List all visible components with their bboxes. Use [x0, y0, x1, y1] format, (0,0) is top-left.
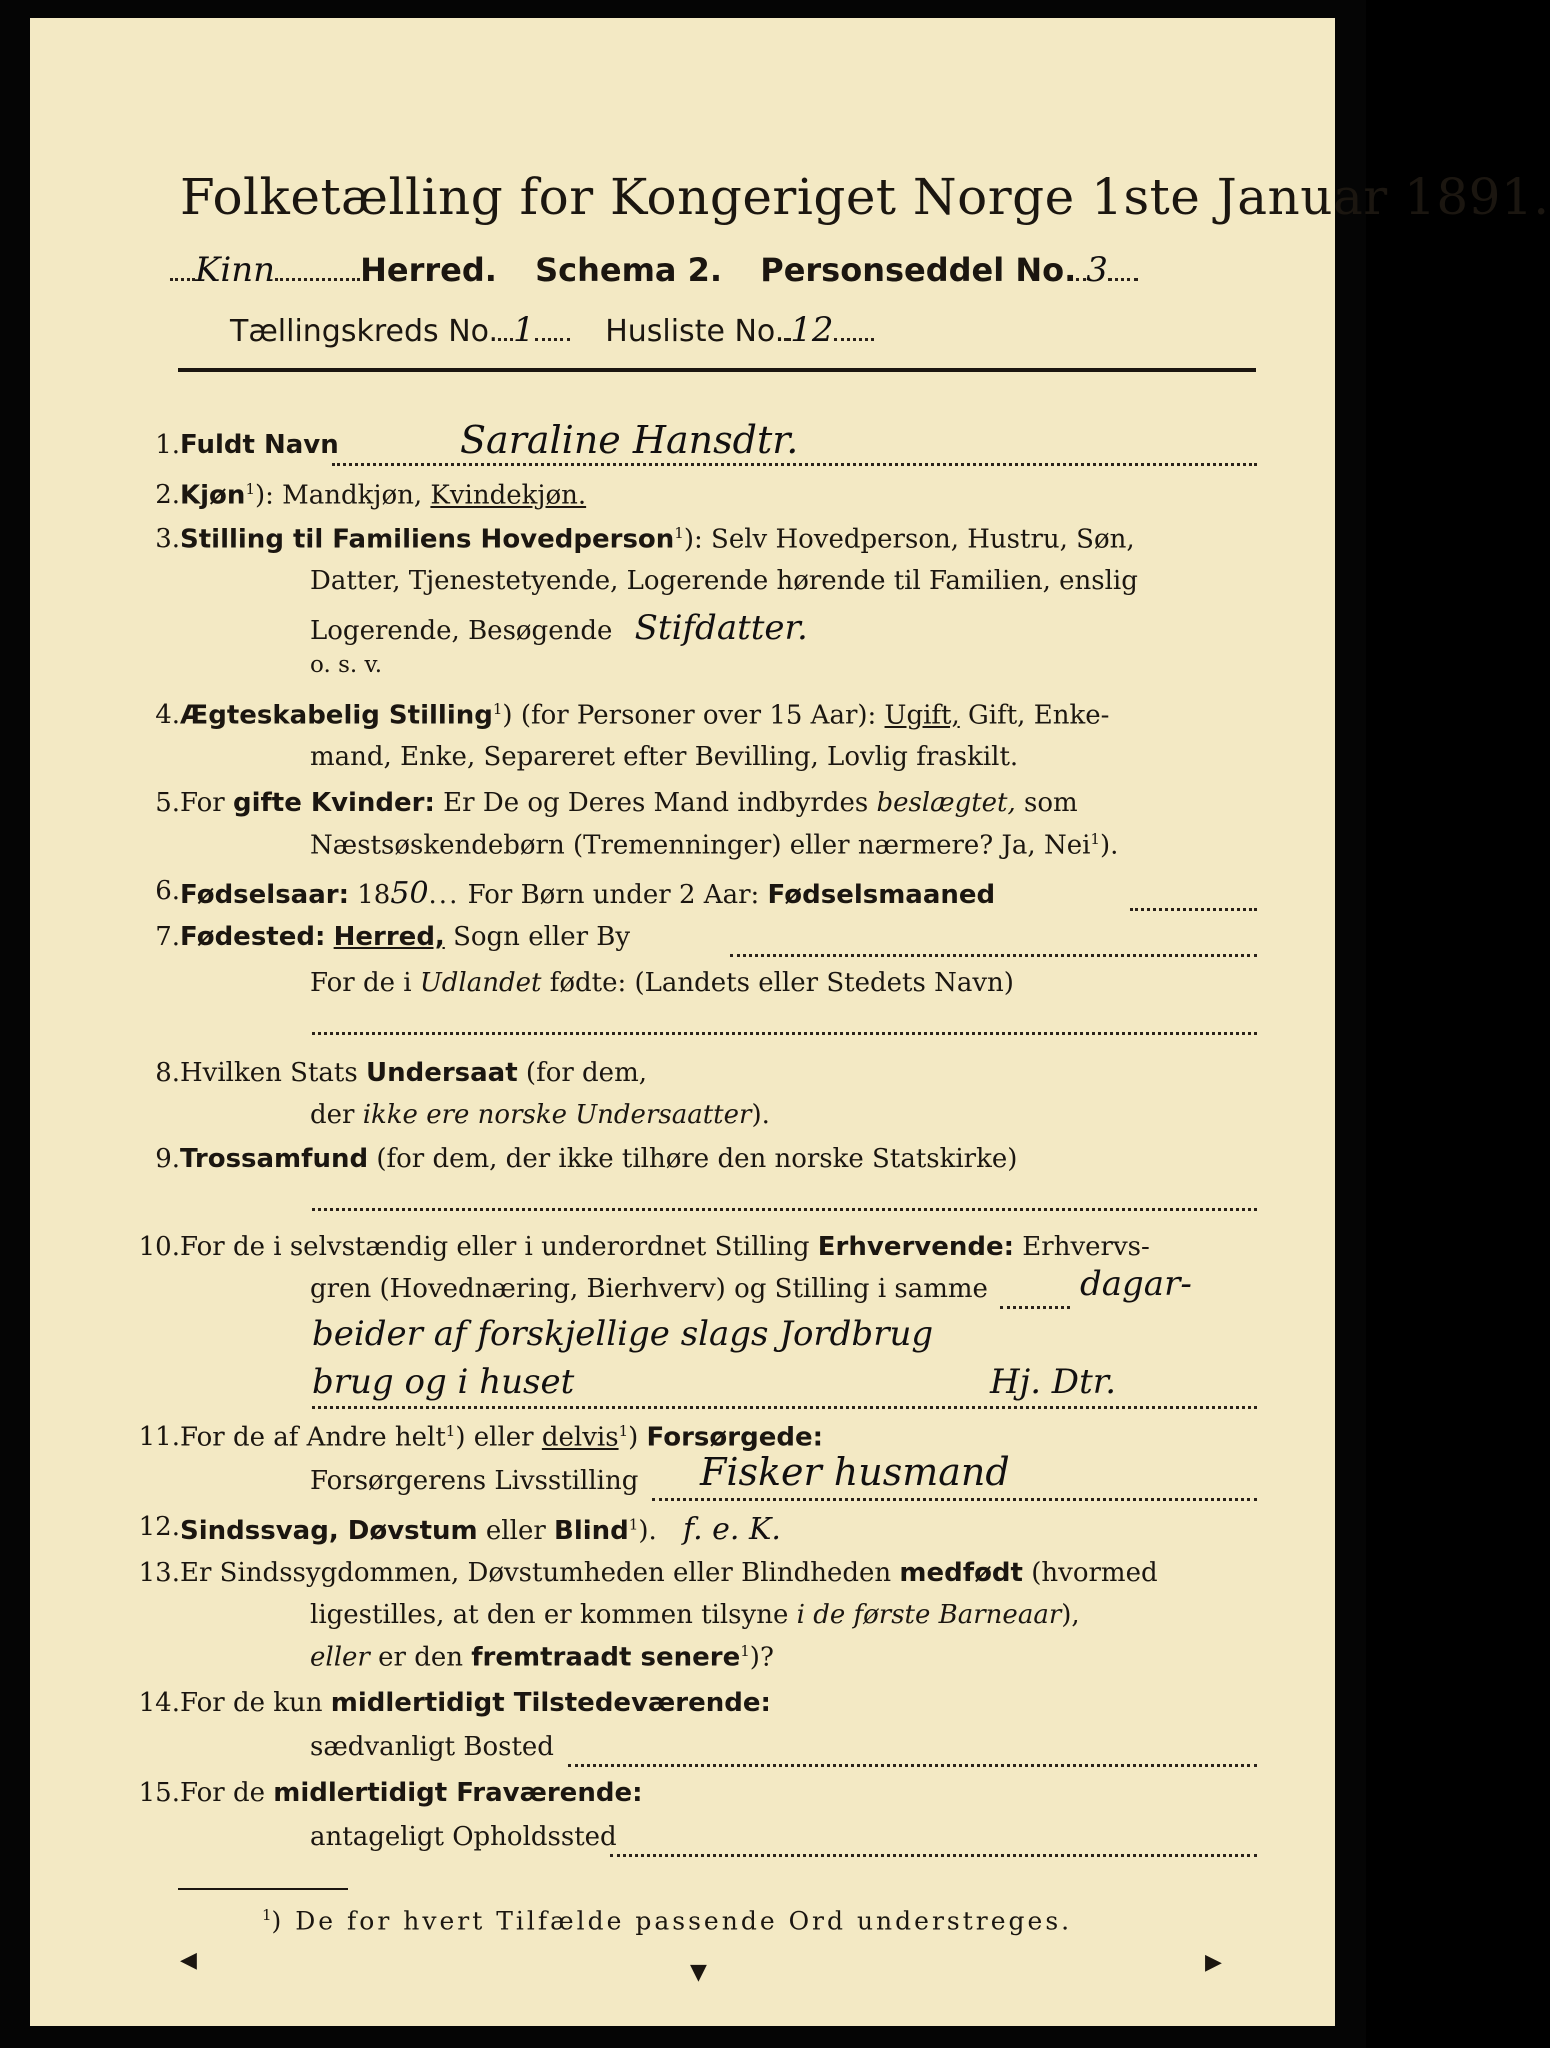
field-3: 3. Stilling til Familiens Hovedperson$^1$): Selv Hovedperson, Hustru, Søn,	[155, 524, 1135, 555]
field-15: 15. For de midlertidigt Fraværende:	[138, 1778, 643, 1808]
footnote: $^1$) De for hvert Tilfælde passende Ord understreges.	[262, 1906, 1073, 1936]
field-7: 7. Fødested: Herred, Sogn eller By	[155, 922, 631, 952]
personseddel-label: Personseddel No.	[760, 251, 1077, 289]
census-form: Folketælling for Kongeriget Norge 1ste Januar 1891. Kinn Herred. Schema 2. Personseddel No. 3 Tællingskreds No. 1 Husliste No. 12 1. Fuldt Navn Saraline Hansdtr. 2. Kjøn$^1$): Mandkjøn, Kvindekjøn. 3. Stilling til Familiens Hovedperson$^1$): Selv Hovedperson, Hustru, Søn, Datter, Tjenestetyende, Logerende hørende til Familien, enslig Logerende, Besøgende Stifdatter. o. s. v. 4. Ægteskabelig Stilling$^1$) (for Personer over 15 Aar): Ugift, Gift, Enke- mand, Enke, Separeret efter Bevilling, Lovlig fraskilt. 5. For gifte Kvinder: Er De og Deres Mand indbyrdes beslægtet, som Næstsøskendebørn (Tremenninger) eller nærmere? Ja, Nei$^1$). 6. Fødselsaar: 1850... For Børn under 2 Aar: Fødselsmaaned 7. Fødested: Herred, Sogn eller By For de i Udlandet fødte: (Landets eller Stedets Navn) 8. Hvilken Stats Undersaat (for dem, der ikke ere norske Undersaatter). 9. Trossamfund (for dem, der ikke tilhøre den norske Statskirke) 10. For de i selvstændig eller i underordnet Stilling Erhvervende: Erhvervs- gren (Hovednæring, Bierhverv) og Stilling i samme dagar- beider af forskjellige slags Jordbrug brug og i huset Hj. Dtr. 11. For de af Andre helt$^1$) eller delvis$^1$) Forsørgede: Forsørgerens Livsstilling Fisker husmand 12. Sindssvag, Døvstum eller Blind$^1$). f. e. K. 13. Er Sindssygdommen, Døvstumheden eller Blindheden medfødt (hvormed ligestilles, at den er kommen tilsyne i de første Barneaar), eller er den fremtraadt senere$^1$)? 14. For de kun midlertidigt Tilstedeværende: sædvanligt Bosted 15. For de midlertidigt Fraværende: antageligt Opholdssted $^1$) De for hvert Tilfælde passende Ord understreges. ◀ ▼ ▶	[30, 18, 1335, 2026]
erhverv-value-2: beider af forskjellige slags Jordbrug	[312, 1314, 934, 1354]
header-line-herred	[170, 250, 1260, 296]
field-12: 12. Sindssvag, Døvstum eller Blind$^1$). f. e. K.	[138, 1512, 781, 1547]
field-6: 6. Fødselsaar: 1850... For Børn under 2 Aar: Fødselsmaaned	[155, 876, 996, 911]
field-9: 9. Trossamfund (for dem, der ikke tilhøre den norske Statskirke)	[155, 1144, 1018, 1174]
personseddel-value: 3	[1086, 250, 1108, 290]
forsorger-value: Fisker husmand	[700, 1450, 1010, 1494]
fuldt-navn-label: Fuldt Navn	[180, 430, 339, 460]
footnote-rule	[178, 1888, 348, 1890]
herred-label: Herred.	[360, 251, 497, 289]
aegteskab-selected: Ugift,	[884, 700, 960, 731]
husliste-label: Husliste No.	[605, 314, 785, 349]
fodselsaar-value: 50	[390, 876, 429, 911]
schema-label: Schema 2.	[535, 251, 723, 289]
field-2: 2. Kjøn$^1$): Mandkjøn, Kvindekjøn.	[155, 480, 587, 511]
fuldt-navn-value: Saraline Hansdtr.	[460, 418, 799, 462]
taellingskreds-label: Tællingskreds No.	[230, 314, 498, 349]
taellingskreds-value: 1	[513, 310, 535, 350]
form-title: Folketælling for Kongeriget Norge 1ste Januar 1891.	[180, 168, 1550, 226]
corner-mark-left-icon: ◀	[180, 1948, 197, 1973]
erhverv-value-4: Hj. Dtr.	[990, 1362, 1117, 1402]
stilling-value: Stifdatter.	[634, 608, 808, 648]
sindssvag-value: f. e. K.	[683, 1512, 781, 1547]
field-5: 5. For gifte Kvinder: Er De og Deres Mand indbyrdes beslægtet, som	[155, 788, 1078, 818]
kjon-selected: Kvindekjøn.	[430, 480, 587, 511]
center-mark-icon: ▼	[690, 1960, 707, 1985]
field-10: 10. For de i selvstændig eller i underordnet Stilling Erhvervende: Erhvervs-	[138, 1232, 1150, 1262]
field-14: 14. For de kun midlertidigt Tilstedeværende:	[138, 1688, 771, 1718]
header-line-kreds	[230, 310, 1130, 356]
fodested-selected: Herred,	[333, 922, 445, 952]
field-1: 1. Fuldt Navn	[155, 430, 339, 460]
erhverv-value-3: brug og i huset	[312, 1362, 575, 1402]
field-11: 11. For de af Andre helt$^1$) eller delvis$^1$) Forsørgede:	[138, 1422, 823, 1453]
header-rule	[178, 368, 1256, 372]
corner-mark-right-icon: ▶	[1205, 1950, 1222, 1975]
erhverv-value-1: dagar-	[1080, 1264, 1192, 1304]
field-4: 4. Ægteskabelig Stilling$^1$) (for Personer over 15 Aar): Ugift, Gift, Enke-	[155, 700, 1110, 731]
husliste-value: 12	[790, 310, 834, 350]
herred-value: Kinn	[195, 250, 276, 290]
field-13: 13. Er Sindssygdommen, Døvstumheden eller Blindheden medfødt (hvormed	[138, 1558, 1158, 1588]
field-8: 8. Hvilken Stats Undersaat (for dem,	[155, 1058, 647, 1088]
forsorget-selected: delvis	[541, 1422, 619, 1453]
